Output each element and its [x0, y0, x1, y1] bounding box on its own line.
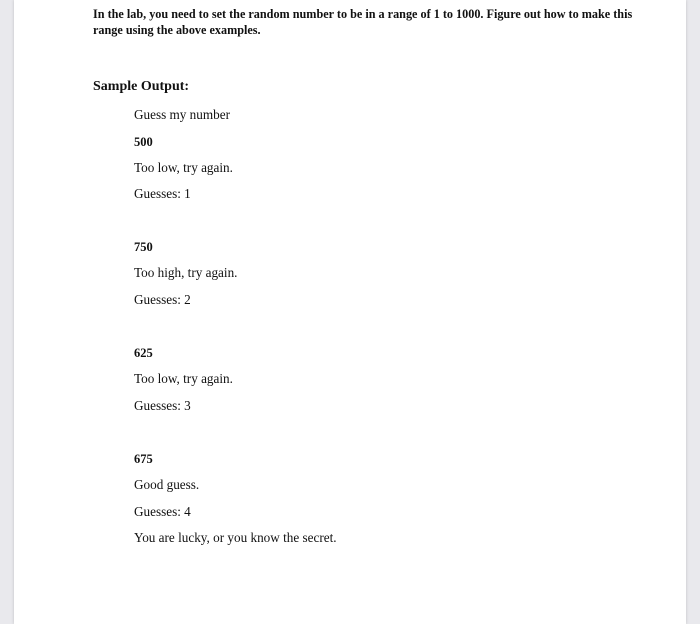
closing-line: You are lucky, or you know the secret. [134, 530, 337, 545]
guess-response: Too low, try again. [134, 371, 233, 386]
guess-value: 750 [134, 240, 153, 254]
guess-value: 625 [134, 346, 153, 360]
guess-response: Too high, try again. [134, 265, 238, 280]
guess-value: 500 [134, 135, 153, 149]
guess-count: Guesses: 4 [134, 504, 191, 519]
guess-response: Too low, try again. [134, 160, 233, 175]
document-page [14, 0, 686, 624]
guess-value: 675 [134, 452, 153, 466]
guess-response: Good guess. [134, 477, 200, 492]
intro-line: Guess my number [134, 107, 230, 122]
sample-output-heading: Sample Output: [93, 79, 190, 94]
guess-count: Guesses: 2 [134, 292, 191, 307]
lab-instructions: In the lab, you need to set the random number to be in a range of 1 to 1000. Figure out how to make this range using the above examples. [93, 7, 633, 37]
guess-count: Guesses: 3 [134, 398, 191, 413]
guess-count: Guesses: 1 [134, 186, 191, 201]
